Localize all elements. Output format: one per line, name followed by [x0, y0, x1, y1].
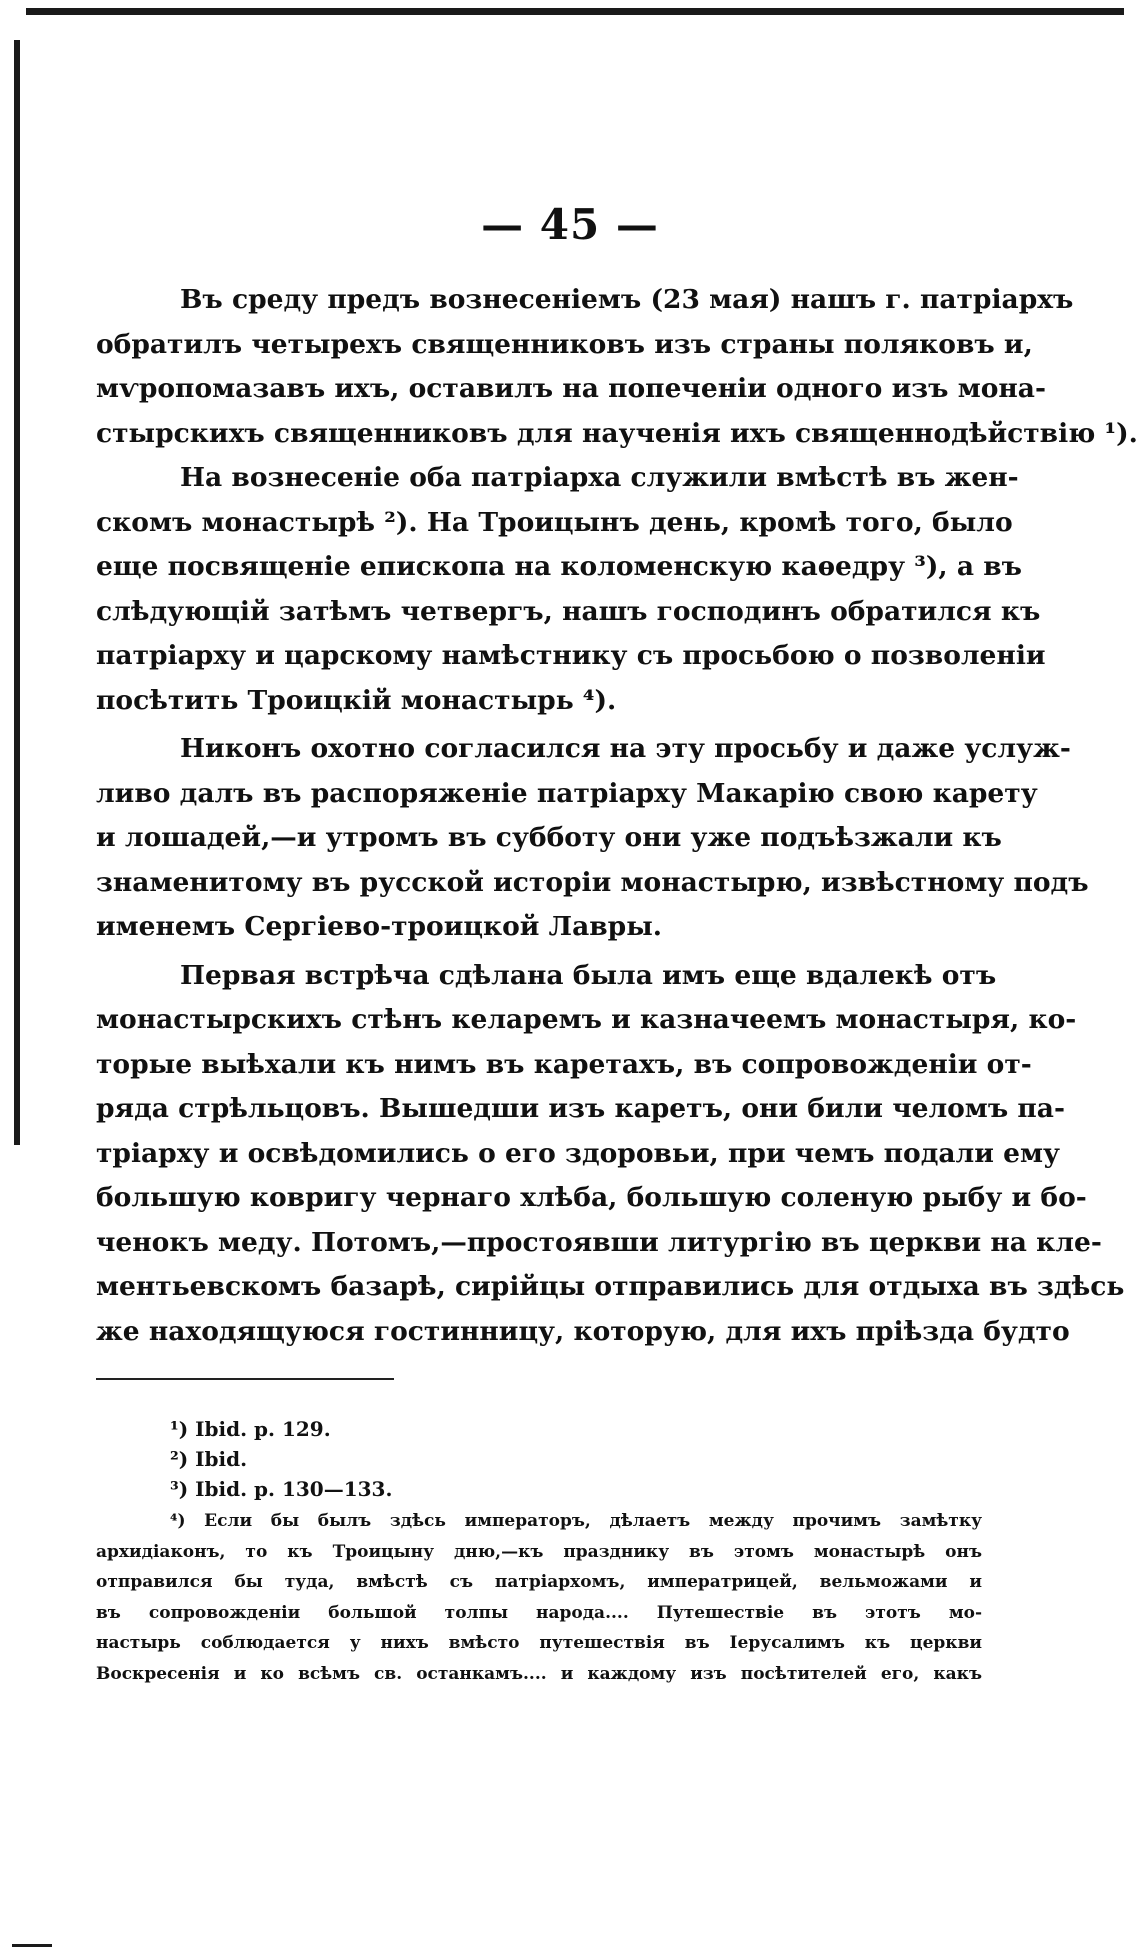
bottom-corner-mark: [12, 1944, 52, 1947]
footnote-ref: ³) Ibid. p. 130—133.: [170, 1477, 393, 1501]
text-line: Никонъ охотно согласился на эту просьбу и даже услуж-: [180, 733, 1071, 764]
footnote-ref: ¹) Ibid. p. 129.: [170, 1417, 331, 1441]
text-line: слѣдующій затѣмъ четвергъ, нашъ господинъ обратился къ: [96, 595, 1041, 627]
top-border-rule: [26, 8, 1124, 15]
footnote-line: въ сопровожденіи большой толпы народа.... Путешествіе въ этотъ мо-: [96, 1602, 982, 1623]
text-line: Въ среду предъ вознесеніемъ (23 мая) нашъ г. патріархъ: [180, 284, 1074, 315]
main-text: [96, 278, 1138, 1354]
text-line: На вознесеніе оба патріарха служили вмѣстѣ въ жен-: [180, 462, 1019, 493]
footnote-separator: [96, 1378, 394, 1380]
text-line: ливо далъ въ распоряженіе патріарху Макарію свою карету: [96, 777, 1038, 809]
footnote-line: ⁴) Если бы былъ здѣсь императоръ, дѣлаетъ между прочимъ замѣтку: [170, 1511, 982, 1531]
text-line: Первая встрѣча сдѣлана была имъ еще вдалекѣ отъ: [180, 959, 997, 991]
footnotes: [96, 1414, 982, 1689]
text-line: скомъ монастырѣ ²). На Троицынъ день, кромѣ того, было: [96, 506, 1013, 538]
text-line: торые выѣхали къ нимъ въ каретахъ, въ сопровожденіи от-: [96, 1048, 1032, 1080]
footnote-line: настырь соблюдается у нихъ вмѣсто путешествія въ Іерусалимъ къ церкви: [96, 1633, 982, 1653]
text-line: мѵропомазавъ ихъ, оставилъ на попеченіи одного изъ мона-: [96, 373, 1046, 404]
text-line: тріарху и освѣдомились о его здоровьи, при чемъ подали ему: [96, 1137, 1060, 1169]
text-line: посѣтить Троицкій монастырь ⁴).: [96, 684, 617, 716]
text-line: ментьевскомъ базарѣ, сирійцы отправились для отдыха въ здѣсь: [96, 1271, 1125, 1302]
text-line: еще посвященіе епископа на коломенскую каѳедру ³), а въ: [96, 551, 1022, 582]
text-line: именемъ Сергіево-троицкой Лавры.: [96, 911, 662, 942]
footnote-ref: ²) Ibid.: [170, 1447, 248, 1471]
text-line: знаменитому въ русской исторіи монастырю, извѣстному подъ: [96, 866, 1089, 898]
text-line: монастырскихъ стѣнъ келаремъ и казначеемъ монастыря, ко-: [96, 1004, 1077, 1035]
text-line: ченокъ меду. Потомъ,—простоявши литургію въ церкви на кле-: [96, 1226, 1102, 1258]
footnote-line: Воскресенія и ко всѣмъ св. останкамъ.... и каждому изъ посѣтителей его, какъ: [96, 1663, 982, 1684]
footnote-line: архидіаконъ, то къ Троицыну дню,—къ празднику въ этомъ монастырѣ онъ: [96, 1541, 982, 1562]
footnote-line: отправился бы туда, вмѣстѣ съ патріархомъ, императрицей, вельможами и: [96, 1572, 982, 1592]
page-number: — 45 —: [481, 200, 659, 249]
text-line: и лошадей,—и утромъ въ субботу они уже подъѣзжали къ: [96, 822, 1002, 853]
text-line: ряда стрѣльцовъ. Вышедши изъ каретъ, они били челомъ па-: [96, 1093, 1065, 1124]
text-line: стырскихъ священниковъ для наученія ихъ священнодѣйствію ¹).: [96, 417, 1138, 449]
text-line: большую ковригу чернаго хлѣба, большую соленую рыбу и бо-: [96, 1182, 1087, 1213]
footnote-long: [96, 1506, 982, 1689]
text-line: обратилъ четырехъ священниковъ изъ страны поляковъ и,: [96, 328, 1033, 360]
text-line: же находящуюся гостинницу, которую, для ихъ пріѣзда будто: [96, 1315, 1070, 1347]
text-line: патріарху и царскому намѣстнику съ просьбою о позволеніи: [96, 640, 1046, 671]
